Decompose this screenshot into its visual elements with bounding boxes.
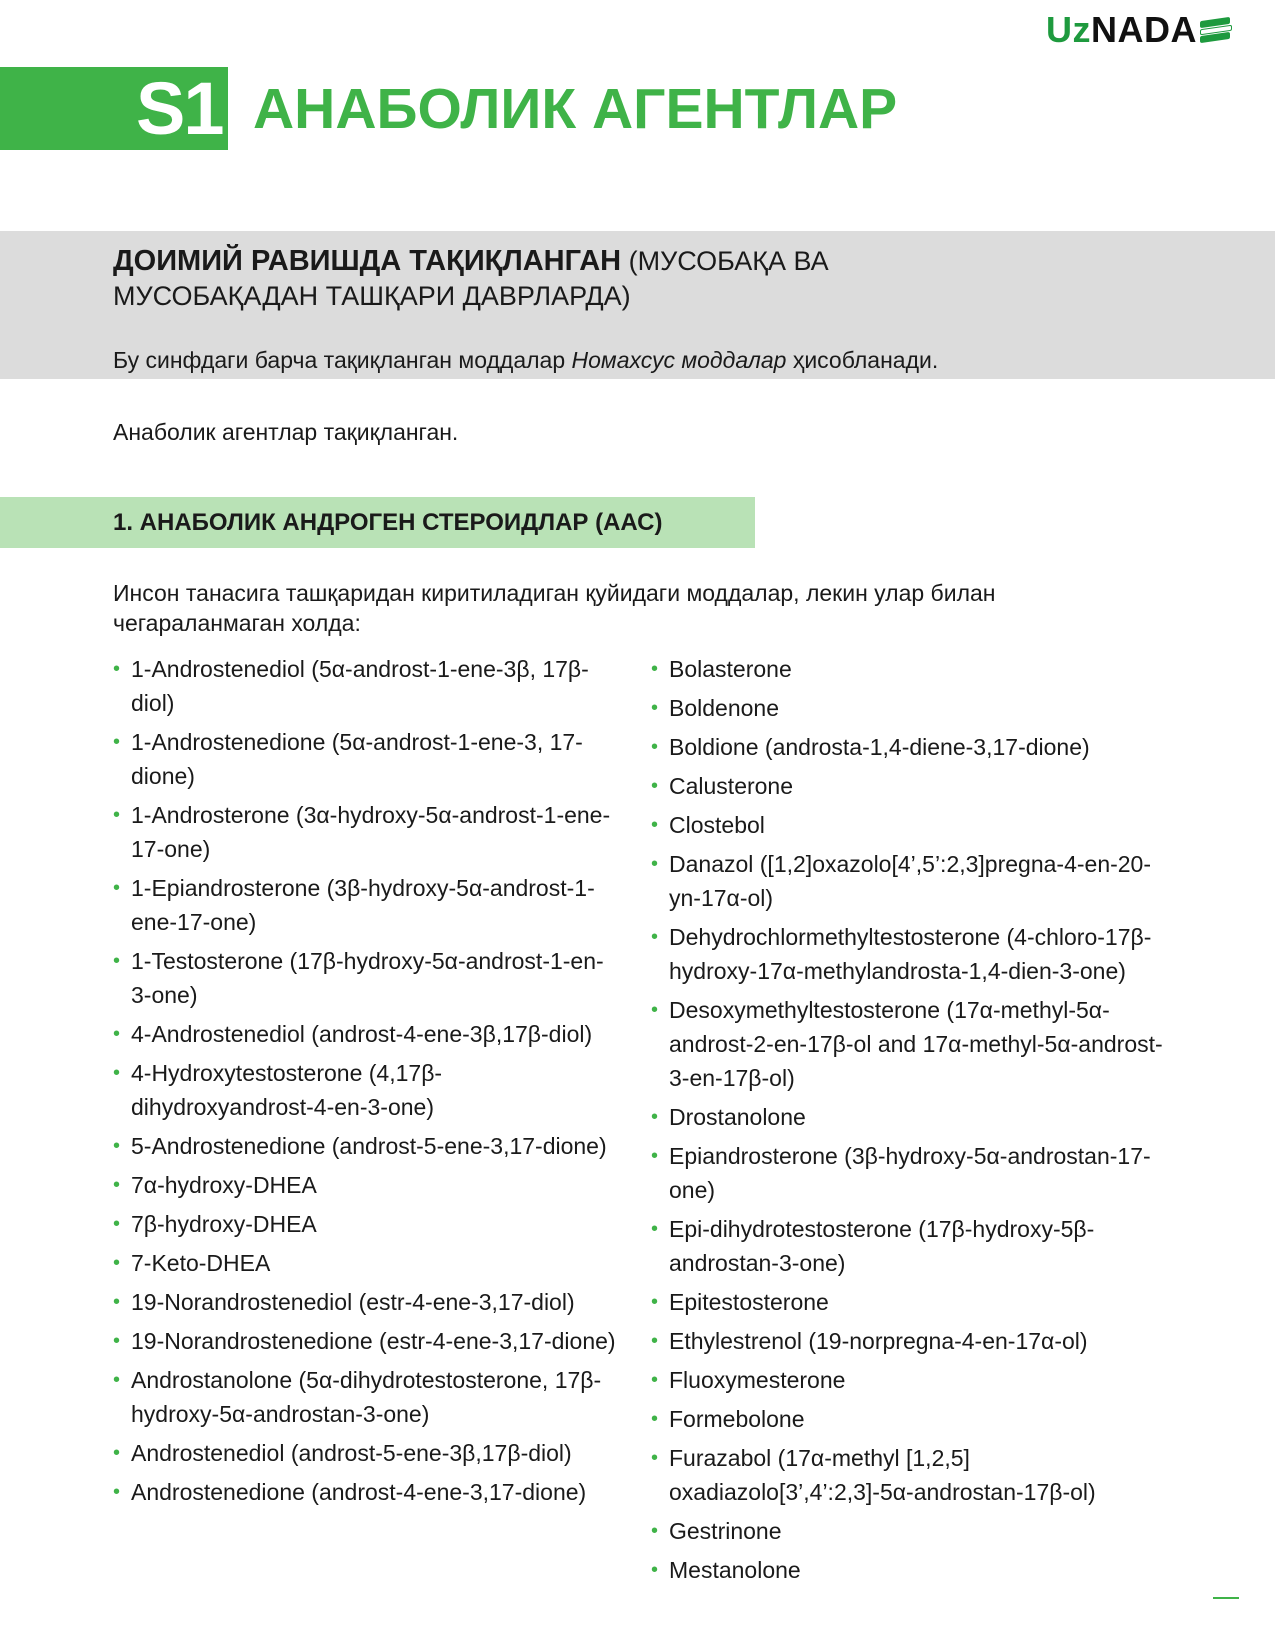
list-item: • Epitestosterone bbox=[651, 1285, 1171, 1319]
list-item: • Furazabol (17α-methyl [1,2,5] oxadiazolo[3’,4’:2,3]-5α-androstan-17β-ol) bbox=[651, 1441, 1171, 1509]
list-item: • 19-Norandrostenedione (estr-4-ene-3,17-dione) bbox=[113, 1324, 623, 1358]
list-item: • Epi-dihydrotestosterone (17β-hydroxy-5β-androstan-3-one) bbox=[651, 1212, 1171, 1280]
list-item: • Ethylestrenol (19-norpregna-4-en-17α-ol) bbox=[651, 1324, 1171, 1358]
substance-list-right bbox=[651, 652, 1171, 1592]
list-item: • 7α-hydroxy-DHEA bbox=[113, 1168, 623, 1202]
page-marker bbox=[1213, 1597, 1239, 1599]
list-item: • Formebolone bbox=[651, 1402, 1171, 1436]
list-item: • Bolasterone bbox=[651, 652, 1171, 686]
list-item: • Androstenediol (androst-5-ene-3β,17β-diol) bbox=[113, 1436, 623, 1470]
uznada-logo bbox=[1046, 10, 1230, 50]
list-item: • Clostebol bbox=[651, 808, 1171, 842]
list-item: • Calusterone bbox=[651, 769, 1171, 803]
list-item: • 5-Androstenedione (androst-5-ene-3,17-dione) bbox=[113, 1129, 623, 1163]
flag-icon bbox=[1200, 17, 1230, 43]
list-item: • 19-Norandrostenediol (estr-4-ene-3,17-diol) bbox=[113, 1285, 623, 1319]
list-item: • Androstanolone (5α-dihydrotestosterone, 17β-hydroxy-5α-androstan-3-one) bbox=[113, 1363, 623, 1431]
list-item: • Epiandrosterone (3β-hydroxy-5α-androstan-17-one) bbox=[651, 1139, 1171, 1207]
list-item: • Mestanolone bbox=[651, 1553, 1171, 1587]
section-lead: Инсон танасига ташқаридан киритиладиган қуйидаги моддалар, лекин улар билан чегараланмаган холда: bbox=[113, 580, 996, 636]
banner-note-before: Бу синфдаги барча тақиқланган моддалар bbox=[113, 347, 572, 373]
banner-title-bold: ДОИМИЙ РАВИШДА ТАҚИҚЛАНГАН bbox=[113, 245, 622, 277]
list-item: • 4-Hydroxytestosterone (4,17β-dihydroxyandrost-4-en-3-one) bbox=[113, 1056, 623, 1124]
list-item: • Danazol ([1,2]oxazolo[4’,5’:2,3]pregna-4-en-20-yn-17α-ol) bbox=[651, 847, 1171, 915]
list-item: • Dehydrochlormethyltestosterone (4-chloro-17β-hydroxy-17α-methylandrosta-1,4-dien-3-one) bbox=[651, 920, 1171, 988]
chapter-title: АНАБОЛИК АГЕНТЛАР bbox=[253, 77, 898, 141]
list-item: • Drostanolone bbox=[651, 1100, 1171, 1134]
list-item: • 7-Keto-DHEA bbox=[113, 1246, 623, 1280]
banner-note-after: ҳисобланади. bbox=[786, 347, 939, 373]
banner-title bbox=[113, 244, 1013, 314]
list-item: • Androstenedione (androst-4-ene-3,17-dione) bbox=[113, 1475, 623, 1509]
list-item: • Desoxymethyltestosterone (17α-methyl-5α-androst-2-en-17β-ol and 17α-methyl-5α-androst-3-en-17β-ol) bbox=[651, 993, 1171, 1095]
list-item: • 7β-hydroxy-DHEA bbox=[113, 1207, 623, 1241]
list-item: • 1-Androstenedione (5α-androst-1-ene-3, 17-dione) bbox=[113, 725, 623, 793]
list-item: • 1-Androstenediol (5α-androst-1-ene-3β, 17β-diol) bbox=[113, 652, 623, 720]
list-item: • 1-Epiandrosterone (3β-hydroxy-5α-androst-1-ene-17-one) bbox=[113, 871, 623, 939]
banner-note bbox=[113, 345, 938, 375]
list-item: • Boldenone bbox=[651, 691, 1171, 725]
list-item: • Boldione (androsta-1,4-diene-3,17-dione) bbox=[651, 730, 1171, 764]
banner-title-rest: (МУСОБАҚА ВА МУСОБАҚАДАН ТАШҚАРИ ДАВРЛАРДА) bbox=[113, 246, 829, 311]
list-item: • 1-Testosterone (17β-hydroxy-5α-androst-1-en-3-one) bbox=[113, 944, 623, 1012]
chapter-code: S1 bbox=[136, 67, 223, 150]
logo-uz-text: Uz bbox=[1046, 9, 1091, 50]
list-item: • Fluoxymesterone bbox=[651, 1363, 1171, 1397]
list-item: • 1-Androsterone (3α-hydroxy-5α-androst-1-ene-17-one) bbox=[113, 798, 623, 866]
logo-nada-text: NADA bbox=[1091, 9, 1197, 50]
banner-note-italic: Номахсус моддалар bbox=[571, 347, 787, 373]
substance-list-left bbox=[113, 652, 623, 1514]
section-title: 1. АНАБОЛИК АНДРОГЕН СТЕРОИДЛАР (ААС) bbox=[113, 509, 663, 536]
list-item: • 4-Androstenediol (androst-4-ene-3β,17β-diol) bbox=[113, 1017, 623, 1051]
list-item: • Gestrinone bbox=[651, 1514, 1171, 1548]
intro-text: Анаболик агентлар тақиқланган. bbox=[113, 419, 459, 445]
